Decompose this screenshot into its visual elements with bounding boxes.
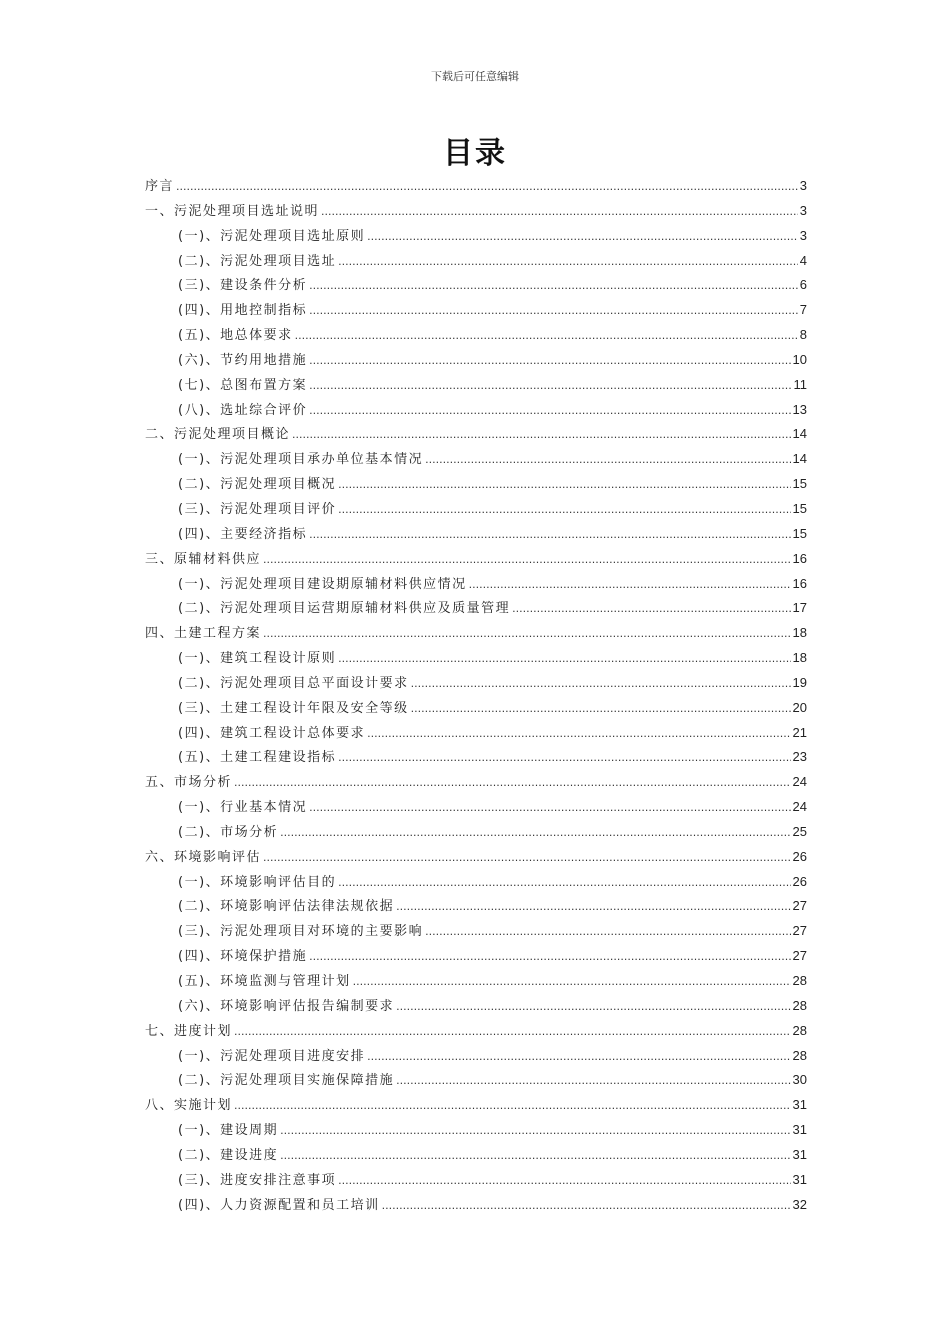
toc-entry-label: 八、实施计划 bbox=[145, 1098, 233, 1114]
toc-page-number: 3 bbox=[799, 178, 807, 193]
toc-page-number: 11 bbox=[793, 376, 807, 392]
toc-entry-label: (二)、污泥处理项目运营期原辅材料供应及质量管理 bbox=[178, 601, 511, 617]
toc-page-number: 3 bbox=[799, 227, 807, 243]
toc-chapter-entry[interactable] bbox=[145, 422, 807, 447]
toc-dot-leader bbox=[338, 250, 798, 275]
toc-entry-label: (二)、建设进度 bbox=[178, 1147, 279, 1163]
toc-section-entry[interactable] bbox=[145, 298, 807, 323]
toc-section-entry[interactable] bbox=[145, 572, 807, 597]
toc-dot-leader bbox=[396, 895, 790, 920]
toc-entry-label: (一)、污泥处理项目进度安排 bbox=[178, 1048, 366, 1064]
toc-chapter-entry[interactable] bbox=[145, 199, 807, 224]
toc-dot-leader bbox=[512, 597, 790, 622]
toc-section-entry[interactable] bbox=[145, 696, 807, 721]
toc-dot-leader bbox=[295, 324, 798, 349]
toc-chapter-entry[interactable] bbox=[145, 547, 807, 572]
toc-page-number: 10 bbox=[792, 351, 807, 367]
toc-entry-label: 二、污泥处理项目概论 bbox=[145, 427, 291, 443]
toc-page-number: 31 bbox=[792, 1171, 807, 1187]
toc-dot-leader bbox=[309, 399, 790, 424]
toc-section-entry[interactable] bbox=[145, 522, 807, 547]
toc-page-number: 31 bbox=[792, 1146, 807, 1162]
toc-entry-label: 七、进度计划 bbox=[145, 1023, 233, 1039]
toc-page-number: 27 bbox=[792, 898, 807, 914]
toc-page-number: 14 bbox=[792, 451, 807, 467]
toc-section-entry[interactable] bbox=[145, 795, 807, 820]
toc-page-number: 15 bbox=[792, 500, 807, 516]
toc-section-entry[interactable] bbox=[145, 447, 807, 472]
toc-section-entry[interactable] bbox=[145, 919, 807, 944]
toc-section-entry[interactable] bbox=[145, 994, 807, 1019]
toc-page-number: 31 bbox=[792, 1097, 807, 1113]
toc-entry-label: (一)、环境影响评估目的 bbox=[178, 874, 337, 890]
toc-section-entry[interactable] bbox=[145, 497, 807, 522]
toc-title: 目录 bbox=[443, 136, 507, 171]
toc-page-number: 26 bbox=[792, 848, 807, 864]
toc-dot-leader bbox=[411, 672, 791, 697]
toc-section-entry[interactable] bbox=[145, 1044, 807, 1069]
toc-page-number: 23 bbox=[792, 749, 807, 765]
toc-entry-label: 一、污泥处理项目选址说明 bbox=[145, 203, 320, 219]
toc-entry-label: (四)、环境保护措施 bbox=[178, 949, 308, 965]
toc-section-entry[interactable] bbox=[145, 721, 807, 746]
toc-page-number: 6 bbox=[799, 277, 807, 293]
toc-page-number: 32 bbox=[792, 1196, 807, 1212]
toc-dot-leader bbox=[367, 225, 798, 250]
toc-dot-leader bbox=[234, 1094, 791, 1119]
toc-entry-label: (四)、主要经济指标 bbox=[178, 526, 308, 542]
toc-dot-leader bbox=[469, 573, 791, 598]
toc-entry-label: (三)、土建工程设计年限及安全等级 bbox=[178, 700, 409, 716]
toc-entry-label: (五)、地总体要求 bbox=[178, 328, 293, 344]
toc-section-entry[interactable] bbox=[145, 323, 807, 348]
toc-dot-leader bbox=[338, 1169, 790, 1194]
toc-page-number: 18 bbox=[792, 650, 807, 666]
toc-entry-label: (二)、污泥处理项目实施保障措施 bbox=[178, 1073, 395, 1089]
toc-entry-label: (四)、用地控制指标 bbox=[178, 303, 308, 319]
toc-entry-label: (五)、环境监测与管理计划 bbox=[178, 974, 351, 989]
toc-dot-leader bbox=[263, 846, 791, 871]
toc-chapter-entry[interactable] bbox=[145, 770, 807, 795]
toc-entry-label: (二)、污泥处理项目概况 bbox=[178, 477, 337, 493]
toc-section-entry[interactable] bbox=[145, 1168, 807, 1193]
toc-dot-leader bbox=[425, 448, 790, 473]
toc-dot-leader bbox=[353, 970, 791, 995]
table-of-contents bbox=[145, 174, 807, 1217]
toc-section-entry[interactable] bbox=[145, 671, 807, 696]
toc-dot-leader bbox=[309, 374, 791, 399]
toc-page-number: 16 bbox=[792, 575, 807, 591]
toc-entry-label: (二)、污泥处理项目选址 bbox=[178, 253, 337, 269]
toc-entry-label: (一)、污泥处理项目承办单位基本情况 bbox=[178, 452, 424, 468]
toc-page-number: 25 bbox=[792, 823, 807, 839]
toc-dot-leader bbox=[263, 548, 791, 573]
toc-section-entry[interactable] bbox=[145, 472, 807, 497]
toc-section-entry[interactable] bbox=[145, 969, 807, 994]
toc-section-entry[interactable] bbox=[145, 596, 807, 621]
toc-page-number: 20 bbox=[792, 699, 807, 715]
toc-page-number: 15 bbox=[792, 525, 807, 541]
toc-section-entry[interactable] bbox=[145, 1143, 807, 1168]
toc-dot-leader bbox=[280, 1144, 790, 1169]
toc-page-number: 24 bbox=[792, 799, 807, 815]
toc-entry-label: (一)、污泥处理项目选址原则 bbox=[178, 228, 366, 244]
toc-entry-label: (二)、污泥处理项目总平面设计要求 bbox=[178, 675, 409, 691]
toc-entry-label: (一)、污泥处理项目建设期原辅材料供应情况 bbox=[178, 576, 467, 592]
toc-dot-leader bbox=[425, 920, 790, 945]
toc-dot-leader bbox=[338, 473, 790, 498]
toc-dot-leader bbox=[338, 498, 790, 523]
toc-dot-leader bbox=[309, 945, 790, 970]
toc-page-number: 3 bbox=[799, 202, 807, 218]
toc-dot-leader bbox=[367, 1045, 790, 1070]
toc-page-number: 28 bbox=[792, 1022, 807, 1038]
toc-entry-label: (六)、节约用地措施 bbox=[178, 352, 308, 368]
toc-page-number: 15 bbox=[792, 476, 807, 492]
toc-dot-leader bbox=[176, 175, 798, 200]
toc-dot-leader bbox=[309, 299, 798, 324]
toc-dot-leader bbox=[367, 722, 790, 747]
header-note: 下载后可任意编辑 bbox=[431, 70, 519, 83]
toc-dot-leader bbox=[396, 1069, 790, 1094]
toc-entry-label: (三)、进度安排注意事项 bbox=[178, 1172, 337, 1188]
toc-entry-label: 五、市场分析 bbox=[145, 775, 233, 791]
toc-entry-label: 三、原辅材料供应 bbox=[145, 551, 262, 567]
toc-page-number: 30 bbox=[792, 1072, 807, 1088]
toc-section-entry[interactable] bbox=[145, 373, 807, 398]
toc-dot-leader bbox=[338, 871, 790, 896]
toc-dot-leader bbox=[411, 697, 791, 722]
toc-page-number: 31 bbox=[792, 1122, 807, 1138]
toc-dot-leader bbox=[234, 771, 791, 796]
toc-entry-label: (八)、选址综合评价 bbox=[178, 402, 308, 418]
toc-page-number: 28 bbox=[792, 973, 807, 988]
toc-section-entry[interactable] bbox=[145, 646, 807, 671]
toc-page-number: 24 bbox=[792, 774, 807, 790]
toc-section-entry[interactable] bbox=[145, 1193, 807, 1218]
toc-chapter-entry[interactable] bbox=[145, 621, 807, 646]
toc-page-number: 14 bbox=[792, 426, 807, 442]
toc-entry-label: (二)、市场分析 bbox=[178, 824, 279, 840]
toc-dot-leader bbox=[280, 1119, 790, 1144]
toc-section-entry[interactable] bbox=[145, 1118, 807, 1143]
toc-dot-leader bbox=[338, 647, 790, 672]
toc-entry-label: (六)、环境影响评估报告编制要求 bbox=[178, 998, 395, 1014]
toc-entry-label: 序言 bbox=[145, 179, 175, 194]
toc-dot-leader bbox=[263, 622, 791, 647]
toc-entry-label: (三)、建设条件分析 bbox=[178, 278, 308, 294]
toc-dot-leader bbox=[292, 423, 791, 448]
toc-entry-label: (四)、人力资源配置和员工培训 bbox=[178, 1197, 380, 1213]
toc-page-number: 19 bbox=[792, 674, 807, 690]
toc-entry-label: (五)、土建工程建设指标 bbox=[178, 750, 337, 766]
toc-page-number: 4 bbox=[799, 252, 807, 268]
toc-entry-label: (一)、行业基本情况 bbox=[178, 800, 308, 816]
toc-entry-label: (四)、建筑工程设计总体要求 bbox=[178, 725, 366, 741]
toc-page-number: 13 bbox=[792, 401, 807, 417]
toc-section-entry[interactable] bbox=[145, 745, 807, 770]
toc-page-number: 8 bbox=[799, 327, 807, 343]
toc-section-entry[interactable] bbox=[145, 944, 807, 969]
toc-page-number: 26 bbox=[792, 873, 807, 889]
toc-dot-leader bbox=[396, 995, 790, 1020]
toc-section-entry[interactable] bbox=[145, 1068, 807, 1093]
toc-section-entry[interactable] bbox=[145, 398, 807, 423]
toc-dot-leader bbox=[338, 746, 790, 771]
toc-section-entry[interactable] bbox=[145, 348, 807, 373]
toc-page-number: 17 bbox=[792, 600, 807, 616]
toc-page-number: 28 bbox=[792, 997, 807, 1013]
toc-page-number: 7 bbox=[799, 302, 807, 318]
toc-page-number: 16 bbox=[792, 550, 807, 566]
toc-chapter-entry[interactable] bbox=[145, 174, 807, 199]
toc-chapter-entry[interactable] bbox=[145, 845, 807, 870]
toc-section-entry[interactable] bbox=[145, 273, 807, 298]
toc-dot-leader bbox=[234, 1020, 791, 1045]
toc-entry-label: (一)、建设周期 bbox=[178, 1123, 279, 1139]
toc-dot-leader bbox=[309, 274, 798, 299]
toc-page-number: 21 bbox=[792, 724, 807, 740]
toc-section-entry[interactable] bbox=[145, 249, 807, 274]
toc-entry-label: (七)、总图布置方案 bbox=[178, 377, 308, 393]
toc-entry-label: 四、土建工程方案 bbox=[145, 626, 262, 642]
toc-page-number: 28 bbox=[792, 1047, 807, 1063]
toc-page-number: 18 bbox=[792, 625, 807, 641]
toc-dot-leader bbox=[280, 821, 790, 846]
toc-entry-label: (一)、建筑工程设计原则 bbox=[178, 651, 337, 667]
toc-page-number: 27 bbox=[792, 923, 807, 939]
toc-section-entry[interactable] bbox=[145, 820, 807, 845]
toc-dot-leader bbox=[382, 1194, 791, 1219]
toc-dot-leader bbox=[309, 523, 790, 548]
toc-section-entry[interactable] bbox=[145, 894, 807, 919]
toc-section-entry[interactable] bbox=[145, 870, 807, 895]
toc-section-entry[interactable] bbox=[145, 224, 807, 249]
toc-entry-label: (三)、污泥处理项目评价 bbox=[178, 501, 337, 517]
toc-entry-label: (二)、环境影响评估法律法规依据 bbox=[178, 899, 395, 915]
toc-dot-leader bbox=[309, 796, 790, 821]
toc-dot-leader bbox=[309, 349, 790, 374]
toc-dot-leader bbox=[321, 200, 798, 225]
toc-chapter-entry[interactable] bbox=[145, 1093, 807, 1118]
toc-entry-label: (三)、污泥处理项目对环境的主要影响 bbox=[178, 924, 424, 940]
toc-entry-label: 六、环境影响评估 bbox=[145, 849, 262, 865]
toc-chapter-entry[interactable] bbox=[145, 1019, 807, 1044]
toc-page-number: 27 bbox=[792, 948, 807, 964]
